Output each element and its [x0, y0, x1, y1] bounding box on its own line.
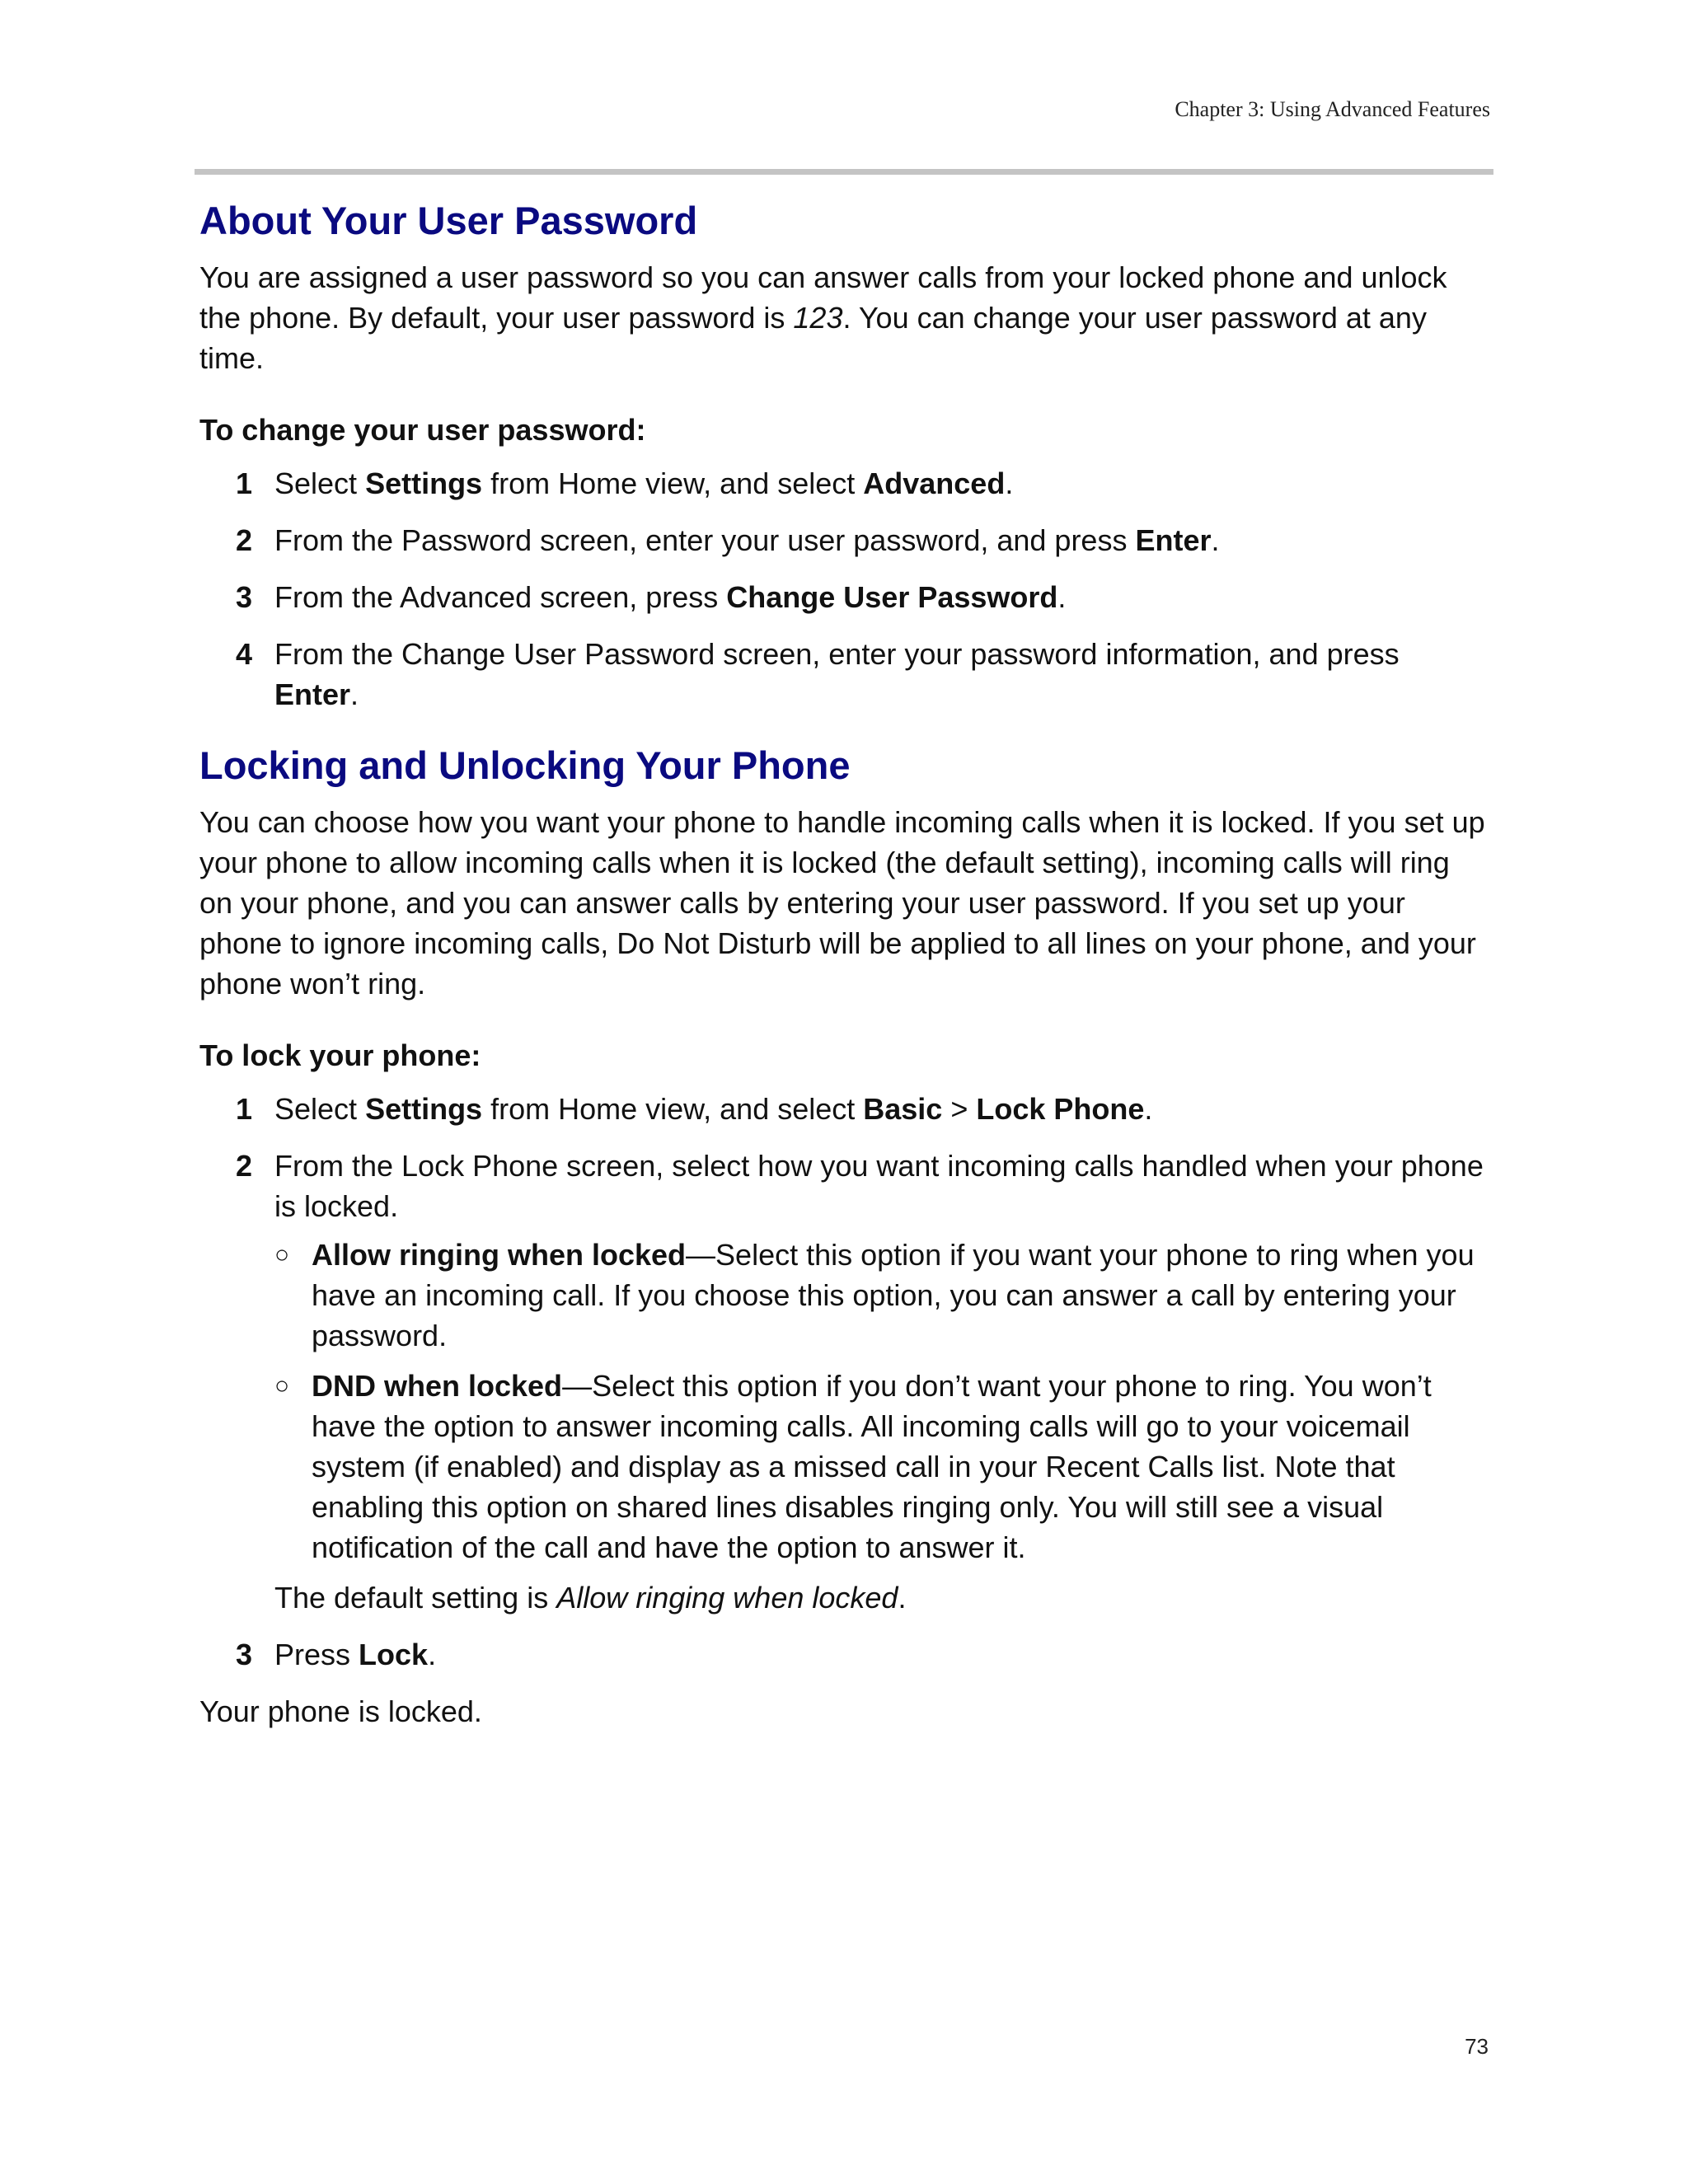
result-text: Your phone is locked. — [199, 1694, 482, 1728]
list-item: 4 From the Change User Password screen, enter your password information, and press Enter. — [199, 634, 1485, 715]
section-heading-user-password: About Your User Password — [199, 199, 698, 242]
lock-options-list — [274, 1235, 1485, 1568]
running-header: Chapter 3: Using Advanced Features — [1175, 97, 1490, 121]
option-dnd-when-locked: ○ DND when locked—Select this option if you don’t want your phone to ring. You won’t have the option to answer incoming calls. All incoming calls will go to your voicemail system (if enabled) and display as a missed call in your Recent Calls list. Note that enabling this option on shared lines disables ringing only. You will still see a visual notification of the call and have the option to answer it. — [274, 1366, 1485, 1568]
page-content — [199, 194, 1485, 1732]
step-number: 3 — [236, 580, 253, 614]
lock-phone-steps — [199, 1089, 1485, 1675]
list-item: 3 From the Advanced screen, press Change User Password. — [199, 577, 1485, 617]
list-item: 1 Select Settings from Home view, and select Basic > Lock Phone. — [199, 1089, 1485, 1129]
list-item: 1 Select Settings from Home view, and select Advanced. — [199, 463, 1485, 504]
procedure-title-change-password: To change your user password: — [199, 413, 646, 447]
page-number: 73 — [1465, 2034, 1489, 2059]
locking-intro: You can choose how you want your phone to handle incoming calls when it is locked. If you set up your phone to allow incoming calls when it is locked (the default setting), incoming calls will ring on your phone, and you can answer calls by entering your user password. If you set up your phone to ignore incoming calls, Do Not Disturb will be applied to all lines on your phone, and your phone won’t ring. — [199, 805, 1485, 1001]
step-number: 1 — [236, 466, 253, 500]
list-item: 3 Press Lock. — [199, 1634, 1485, 1675]
step-number: 3 — [236, 1638, 253, 1671]
header-rule — [195, 169, 1493, 175]
circle-bullet-icon: ○ — [274, 1241, 290, 1268]
change-password-steps — [199, 463, 1485, 715]
circle-bullet-icon: ○ — [274, 1372, 290, 1399]
default-password: 123 — [793, 301, 843, 335]
step-text: From the Lock Phone screen, select how you want incoming calls handled when your phone is locked. — [274, 1149, 1484, 1223]
step-number: 2 — [236, 1149, 253, 1183]
section-heading-locking: Locking and Unlocking Your Phone — [199, 743, 851, 787]
procedure-title-lock-phone: To lock your phone: — [199, 1038, 481, 1072]
user-password-intro: You are assigned a user password so you can answer calls from your locked phone and unlock the phone. By default, your user password is 123. You can change your user password at any time. — [199, 260, 1447, 375]
list-item — [199, 1146, 1485, 1618]
option-allow-ringing: ○ Allow ringing when locked—Select this option if you want your phone to ring when you have an incoming call. If you choose this option, you can answer a call by entering your password. — [274, 1235, 1485, 1356]
step-number: 1 — [236, 1092, 253, 1126]
step-number: 2 — [236, 523, 253, 557]
default-setting-note: The default setting is Allow ringing when locked. — [274, 1581, 907, 1615]
list-item: 2 From the Password screen, enter your user password, and press Enter. — [199, 520, 1485, 560]
step-number: 4 — [236, 637, 253, 671]
